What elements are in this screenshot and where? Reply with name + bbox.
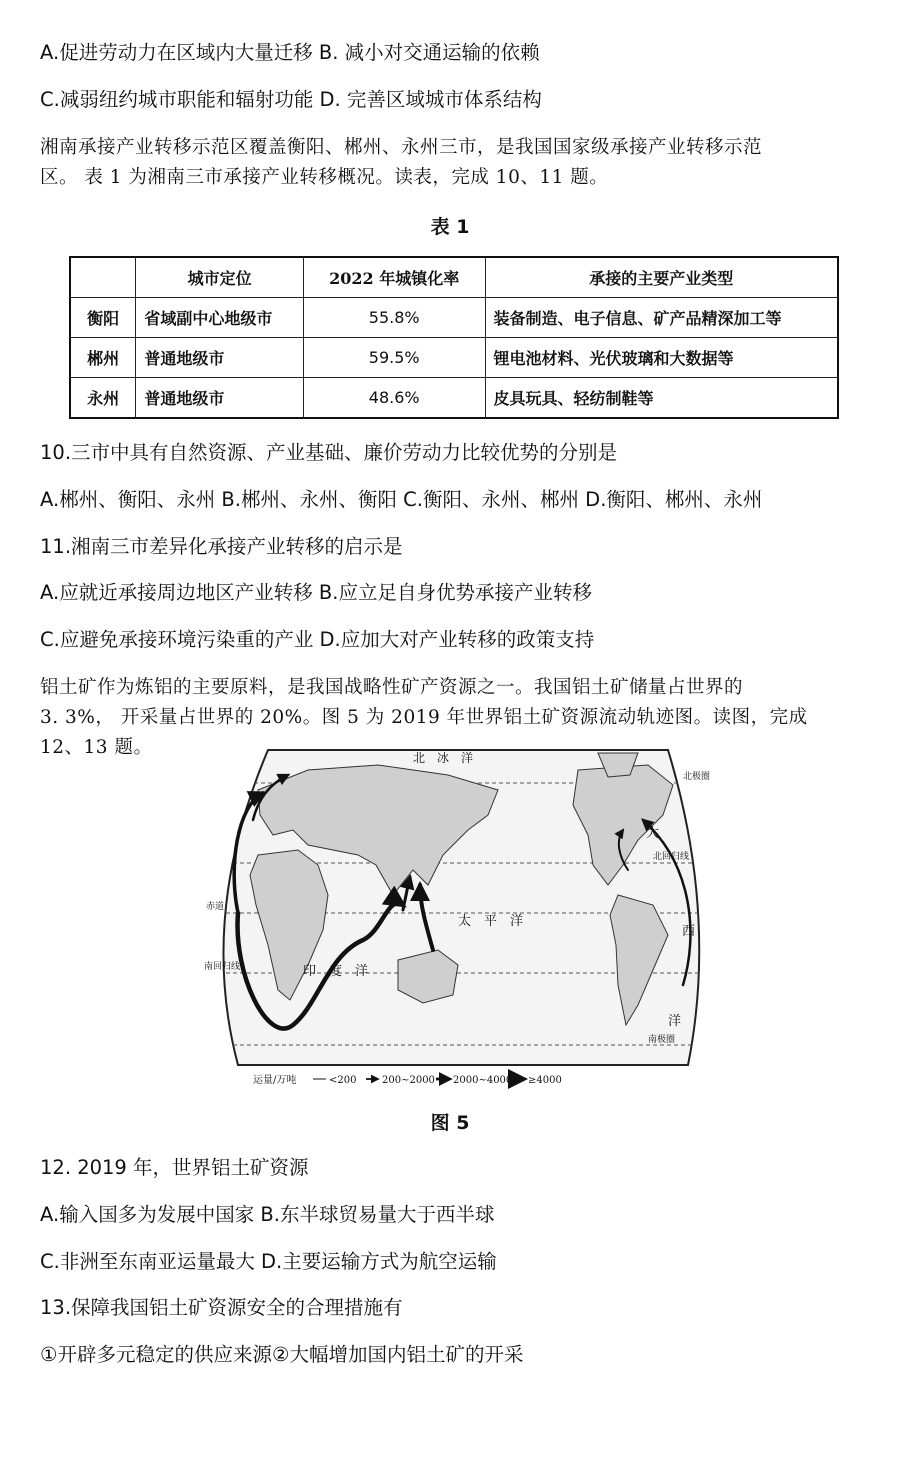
- city-position: 省域副中心地级市: [136, 298, 304, 338]
- city-position: 普通地级市: [136, 378, 304, 419]
- table1: [69, 256, 839, 419]
- industry-types: 皮具玩具、轻纺制鞋等: [485, 378, 838, 419]
- table-header: 城市定位: [136, 257, 304, 298]
- ocean-label-atlantic-3: 洋: [668, 1014, 682, 1029]
- intro1-line2: 区。 表 1 为湘南三市承接产业转移概况。读表，完成 10、11 题。: [40, 167, 609, 188]
- table-header: [70, 257, 136, 298]
- q11-options-ab: A.应就近承接周边地区产业转移 B.应立足自身优势承接产业转移: [40, 581, 592, 604]
- intro2-line3: 12、13 题。: [40, 737, 153, 758]
- tropic-cancer-label: 北回归线: [653, 852, 690, 862]
- ocean-label-atlantic-2: 西: [682, 924, 696, 939]
- equator-label: 赤道: [206, 902, 225, 912]
- arctic-circle-label: 北极圈: [683, 772, 711, 782]
- antarctic-circle-label: 南极圈: [648, 1035, 676, 1045]
- table-header: 2022 年城镇化率: [303, 257, 485, 298]
- map-legend: [253, 1073, 562, 1086]
- q13-options-12: ①开辟多元稳定的供应来源②大幅增加国内铝土矿的开采: [40, 1343, 524, 1366]
- ocean-label-arctic: 北 冰 洋: [413, 751, 474, 765]
- table-row: [70, 338, 838, 378]
- q10-stem: 10.三市中具有自然资源、产业基础、廉价劳动力比较优势的分别是: [40, 441, 618, 464]
- table-row: [70, 378, 838, 419]
- city-name: 衡阳: [70, 298, 136, 338]
- legend-item-3: 2000~4000: [453, 1075, 513, 1086]
- urbanization-rate: 48.6%: [303, 378, 485, 419]
- city-name: 郴州: [70, 338, 136, 378]
- legend-item-1: <200: [329, 1075, 357, 1086]
- q12-stem: 12. 2019 年，世界铝土矿资源: [40, 1156, 309, 1179]
- q12-options-cd: C.非洲至东南亚运量最大 D.主要运输方式为航空运输: [40, 1250, 497, 1273]
- q13-stem: 13.保障我国铝土矿资源安全的合理措施有: [40, 1296, 403, 1319]
- ocean-label-pacific: 太 平 洋: [458, 914, 524, 929]
- table1-caption: 表 1: [430, 216, 470, 238]
- q12-options-ab: A.输入国多为发展中国家 B.东半球贸易量大于西半球: [40, 1203, 495, 1226]
- tropic-capricorn-label: 南回归线: [204, 962, 241, 972]
- urbanization-rate: 55.8%: [303, 298, 485, 338]
- legend-item-4: ≥4000: [528, 1075, 562, 1086]
- city-name: 永州: [70, 378, 136, 419]
- q10-options: A.郴州、衡阳、永州 B.郴州、永州、衡阳 C.衡阳、永州、郴州 D.衡阳、郴州、永州: [40, 488, 763, 511]
- intro2-line2: 3. 3%， 开采量占世界的 20%。图 5 为 2019 年世界铝土矿资源流动轨迹图。读图，完成: [40, 707, 808, 728]
- q11-stem: 11.湘南三市差异化承接产业转移的启示是: [40, 535, 403, 558]
- city-position: 普通地级市: [136, 338, 304, 378]
- figure5-caption: 图 5: [430, 1112, 470, 1134]
- industry-types: 锂电池材料、光伏玻璃和大数据等: [485, 338, 838, 378]
- legend-item-2: 200~2000: [382, 1075, 435, 1086]
- table-header: 承接的主要产业类型: [485, 257, 838, 298]
- intro2-line1: 铝土矿作为炼铝的主要原料，是我国战略性矿产资源之一。我国铝土矿储量占世界的: [40, 677, 744, 698]
- ocean-label-indian: 印 度 洋: [303, 964, 369, 979]
- q9-options-cd: C.减弱纽约城市职能和辐射功能 D. 完善区域城市体系结构: [40, 88, 542, 111]
- q11-options-cd: C.应避免承接环境污染重的产业 D.应加大对产业转移的政策支持: [40, 628, 595, 651]
- ocean-label-atlantic-1: 大: [646, 826, 660, 841]
- legend-title: 运量/万吨: [253, 1075, 297, 1086]
- intro-passage-1: [40, 133, 855, 193]
- q9-options-ab: A.促进劳动力在区域内大量迁移 B. 减小对交通运输的依赖: [40, 41, 540, 64]
- industry-types: 装备制造、电子信息、矿产品精深加工等: [485, 298, 838, 338]
- intro1-line1: 湘南承接产业转移示范区覆盖衡阳、郴州、永州三市，是我国国家级承接产业转移示范: [40, 137, 763, 158]
- bauxite-flow-map: [198, 745, 730, 1090]
- australia-landmass: [398, 950, 458, 1003]
- table-row: [70, 298, 838, 338]
- table-header-row: [70, 257, 838, 298]
- urbanization-rate: 59.5%: [303, 338, 485, 378]
